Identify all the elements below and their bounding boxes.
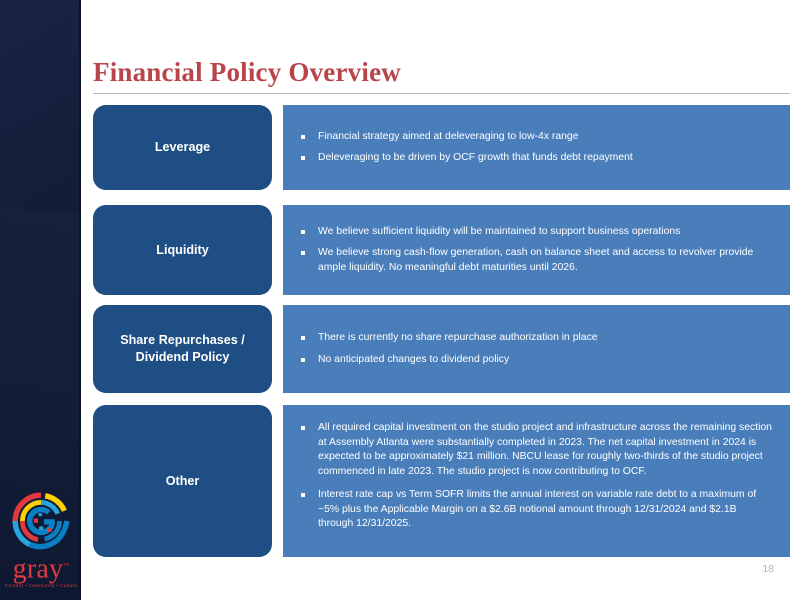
row-leverage [93,105,790,190]
list-item: There is currently no share repurchase authorization in place [293,331,774,346]
bullet-list-leverage [293,130,774,166]
row-other [93,405,790,557]
list-item: All required capital investment on the studio project and infrastructure across the remaining section at Assembly Atlanta were substantially completed in 2023. The net capital investment in 2024 is expected to be approximately $21 million. NBCU lease for roughly two-thirds of the studio project commenced in late 2023. The studio project is now contributing to OCF. [293,421,774,479]
list-item: Financial strategy aimed at deleveraging to low-4x range [293,130,774,145]
bullet-list-liquidity [293,225,774,276]
row-liquidity [93,205,790,295]
logo-wordmark [13,553,70,582]
list-item: No anticipated changes to dividend policy [293,353,774,368]
row-label-share-repurchases: Share Repurchases / Dividend Policy [93,305,272,393]
list-item: Deleveraging to be driven by OCF growth that funds debt repayment [293,151,774,166]
bullet-list-other [293,421,774,541]
list-item: Interest rate cap vs Term SOFR limits the annual interest on variable rate debt to a maximum of ~5% plus the Applicable Margin on a $2.6B notional amount through 12/31/2024 and $2.1B through 12/31/2025. [293,488,774,532]
page-number: 18 [762,563,774,575]
gray-logo [4,491,78,588]
row-content-leverage [283,105,790,190]
row-label-liquidity: Liquidity [93,205,272,295]
list-item: We believe strong cash-flow generation, cash on balance sheet and access to revolver provide ample liquidity. No meaningful debt maturities until 2026. [293,246,774,275]
logo-trademark: ™ [63,562,70,569]
row-content-share-repurchases [283,305,790,393]
sidebar-edge [79,0,81,600]
left-sidebar [0,0,81,600]
page-title: Financial Policy Overview [93,57,401,87]
bullet-list-share-repurchases [293,331,774,367]
logo-wordmark-text: gray [12,553,64,584]
row-content-other [283,405,790,557]
title-divider [93,93,790,94]
logo-tagline: Content • Community • Culture [4,583,78,588]
list-item: We believe sufficient liquidity will be maintained to support business operations [293,225,774,240]
row-label-other: Other [93,405,272,557]
gray-g-logo-icon [10,491,72,551]
row-share-repurchases [93,305,790,393]
row-label-leverage: Leverage [93,105,272,190]
row-content-liquidity [283,205,790,295]
